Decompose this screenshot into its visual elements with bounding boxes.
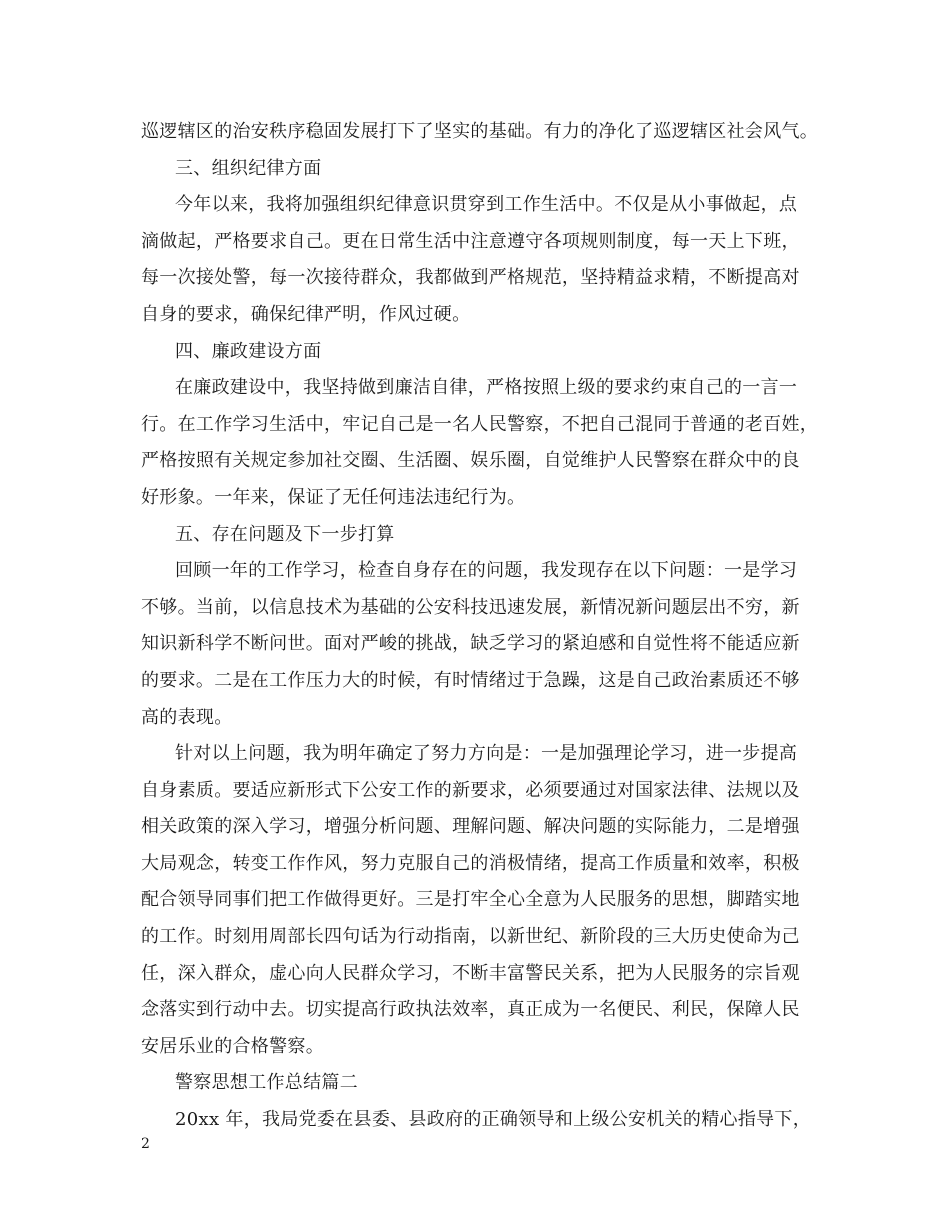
text-line: 巡逻辖区的治安秩序稳固发展打下了坚实的基础。有力的净化了巡逻辖区社会风气。: [141, 121, 819, 142]
text-line: 的要求。二是在工作压力大的时候，有时情绪过于急躁，这是自己政治素质还不够: [141, 669, 800, 691]
text-line: 念落实到行动中去。切实提高行政执法效率，真正成为一名便民、利民，保障人民: [141, 999, 800, 1021]
page-number: 2: [141, 1136, 150, 1152]
text-line: 今年以来，我将加强组织纪律意识贯穿到工作生活中。不仅是从小事做起，点: [175, 194, 798, 216]
text-line: 任，深入群众，虚心向人民群众学习，不断丰富警民关系，把为人民服务的宗旨观: [141, 962, 800, 984]
section-title: 警察思想工作总结篇二: [175, 1072, 358, 1094]
text-line: 行。在工作学习生活中，牢记自己是一名人民警察，不把自己混同于普通的老百姓，: [141, 413, 819, 435]
section-heading: 五、存在问题及下一步打算: [175, 523, 395, 545]
text-line: 高的表现。: [141, 706, 233, 728]
section-heading: 三、组织纪律方面: [175, 157, 322, 179]
text-line: 大局观念，转变工作作风，努力克服自己的消极情绪，提高工作质量和效率，积极: [141, 852, 800, 874]
text-line: 针对以上问题，我为明年确定了努力方向是：一是加强理论学习，进一步提高: [175, 743, 798, 765]
text-line: 配合领导同事们把工作做得更好。三是打牢全心全意为人民服务的思想，脚踏实地: [141, 889, 800, 911]
text-line: 自身素质。要适应新形式下公安工作的新要求，必须要通过对国家法律、法规以及: [141, 779, 800, 801]
text-line: 的工作。时刻用周部长四句话为行动指南，以新世纪、新阶段的三大历史使命为己: [141, 926, 800, 948]
text-line: 自身的要求，确保纪律严明，作风过硬。: [141, 303, 471, 325]
text-line: 好形象。一年来，保证了无任何违法违纪行为。: [141, 486, 526, 508]
section-heading: 四、廉政建设方面: [175, 340, 322, 362]
text-line: 滴做起，严格要求自己。更在日常生活中注意遵守各项规则制度，每一天上下班，: [141, 230, 800, 252]
text-line: 每一次接处警，每一次接待群众，我都做到严格规范，坚持精益求精，不断提高对: [141, 267, 800, 289]
text-line: 相关政策的深入学习，增强分析问题、理解问题、解决问题的实际能力，二是增强: [141, 816, 800, 838]
text-line: 知识新科学不断问世。面对严峻的挑战，缺乏学习的紧迫感和自觉性将不能适应新: [141, 633, 800, 655]
text-line: 严格按照有关规定参加社交圈、生活圈、娱乐圈，自觉维护人民警察在群众中的良: [141, 450, 800, 472]
text-line: 在廉政建设中，我坚持做到廉洁自律，严格按照上级的要求约束自己的一言一: [175, 377, 798, 399]
document-body: [141, 114, 821, 1139]
text-line: 20xx 年，我局党委在县委、县政府的正确领导和上级公安机关的精心指导下，: [175, 1109, 812, 1131]
text-line: 回顾一年的工作学习，检查自身存在的问题，我发现存在以下问题：一是学习: [175, 560, 798, 582]
text-line: 安居乐业的合格警察。: [141, 1035, 324, 1057]
text-line: 不够。当前，以信息技术为基础的公安科技迅速发展，新情况新问题层出不穷，新: [141, 596, 800, 618]
